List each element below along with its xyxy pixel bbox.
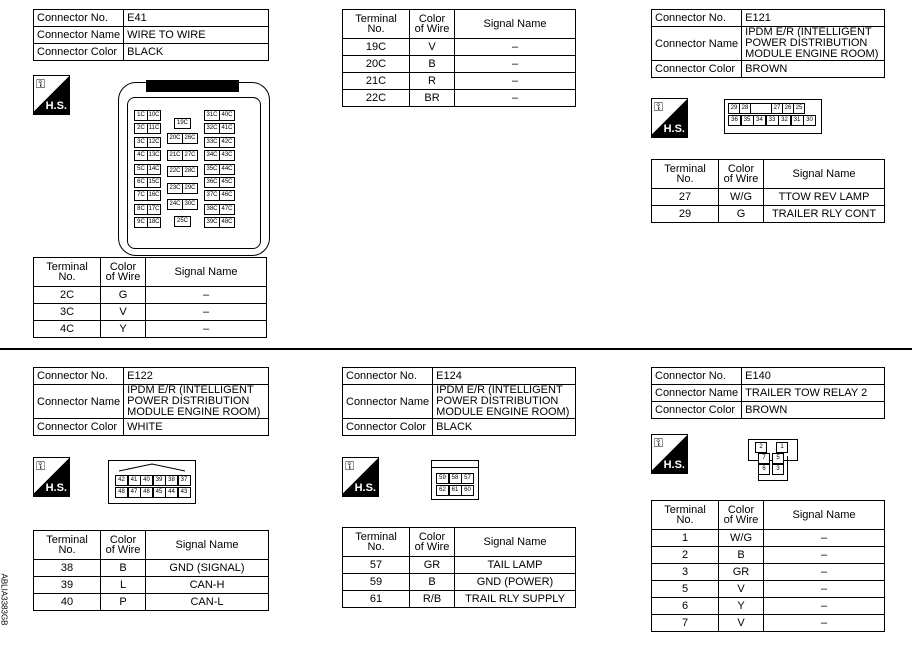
signal-name-cell: TTOW REV LAMP <box>764 189 885 206</box>
wire-color-cell: BR <box>410 90 455 107</box>
wire-color-cell: B <box>410 574 455 591</box>
e41-connector-diagram <box>118 82 270 256</box>
terminal-no-cell: 2 <box>652 547 719 564</box>
wire-color-cell: B <box>719 547 764 564</box>
wire-color-cell: W/G <box>719 530 764 547</box>
table-row <box>652 581 885 598</box>
connector-pin: 19C <box>174 118 191 129</box>
table-row <box>652 206 885 223</box>
e124-color: BLACK <box>433 419 576 436</box>
e122-name: IPDM E/R (INTELLIGENT POWER DISTRIBUTION MODULE ENGINE ROOM) <box>124 385 269 419</box>
signal-name-cell: – <box>455 73 576 90</box>
signal-name-cell: – <box>146 321 267 338</box>
connector-pin <box>750 103 772 114</box>
connector-pin: 46C <box>219 190 235 201</box>
label-connector-color: Connector Color <box>652 402 742 419</box>
e121-name: IPDM E/R (INTELLIGENT POWER DISTRIBUTION MODULE ENGINE ROOM) <box>742 27 885 61</box>
wire-color-cell: R/B <box>410 591 455 608</box>
terminal-no-cell: 59 <box>343 574 410 591</box>
header-signal-name: Signal Name <box>764 160 885 189</box>
label-connector-no: Connector No. <box>652 10 742 27</box>
table-row <box>652 547 885 564</box>
e122-terminal-table <box>33 530 269 611</box>
e122-no: E122 <box>124 368 269 385</box>
connector-pin: 40 <box>140 475 153 486</box>
e121-color: BROWN <box>742 61 885 78</box>
connector-pin: 15C <box>147 177 161 188</box>
signal-name-cell: – <box>764 598 885 615</box>
connector-pin: 57 <box>461 473 474 484</box>
e41-connector-info <box>33 9 269 61</box>
signal-name-cell: TRAIL RLY SUPPLY <box>455 591 576 608</box>
terminal-no-cell: 29 <box>652 206 719 223</box>
connector-pin: 28 <box>739 103 751 114</box>
connector-pin: 29C <box>182 183 198 194</box>
connector-pin: 3C <box>134 137 148 148</box>
harness-side-icon: ⚿ H.S. <box>651 434 688 474</box>
connector-pin: 26C <box>182 133 198 144</box>
e121-connector-info <box>651 9 885 78</box>
connector-pin: 9C <box>134 217 148 228</box>
connector-pin: 25 <box>793 103 805 114</box>
e140-connector-diagram <box>748 436 798 482</box>
wire-color-cell: L <box>101 577 146 594</box>
terminal-no-cell: 20C <box>343 56 410 73</box>
e140-connector-info <box>651 367 885 419</box>
signal-name-cell: GND (SIGNAL) <box>146 560 269 577</box>
connector-pin: 20C <box>167 133 183 144</box>
terminal-no-cell: 38 <box>34 560 101 577</box>
connector-pin: 21C <box>167 150 183 161</box>
connector-pin: 48C <box>219 217 235 228</box>
wire-color-cell: R <box>410 73 455 90</box>
wire-color-cell: B <box>410 56 455 73</box>
label-connector-color: Connector Color <box>34 419 124 436</box>
e122-hood <box>109 461 195 473</box>
connector-pin: 31 <box>791 115 804 126</box>
label-connector-name: Connector Name <box>343 385 433 419</box>
connector-pin: 11C <box>147 123 161 134</box>
header-wire-color: Color of Wire <box>101 258 146 287</box>
header-signal-name: Signal Name <box>764 501 885 530</box>
signal-name-cell: – <box>455 56 576 73</box>
label-connector-no: Connector No. <box>343 368 433 385</box>
wire-color-cell: Y <box>101 321 146 338</box>
e122-connector-info <box>33 367 269 436</box>
connector-pin: 62 <box>436 485 449 496</box>
connector-pin: 22C <box>167 166 183 177</box>
connector-pin: 32 <box>778 115 791 126</box>
connector-pin: 33C <box>204 137 220 148</box>
connector-pin: 8C <box>134 204 148 215</box>
connector-pin: 45C <box>219 177 235 188</box>
table-row <box>343 591 576 608</box>
terminal-no-cell: 57 <box>343 557 410 574</box>
wire-color-cell: V <box>101 304 146 321</box>
harness-side-icon: ⚿ H.S. <box>33 457 70 497</box>
connector-pin: 39 <box>153 475 166 486</box>
header-signal-name: Signal Name <box>146 531 269 560</box>
e121-no: E121 <box>742 10 885 27</box>
signal-name-cell: – <box>764 564 885 581</box>
table-row <box>343 574 576 591</box>
connector-pin: 45 <box>153 487 166 498</box>
e124-name: IPDM E/R (INTELLIGENT POWER DISTRIBUTION MODULE ENGINE ROOM) <box>433 385 576 419</box>
connector-pin: 32C <box>204 123 220 134</box>
signal-name-cell: – <box>455 39 576 56</box>
connector-pin: 35 <box>741 115 754 126</box>
terminal-no-cell: 61 <box>343 591 410 608</box>
e122-color: WHITE <box>124 419 269 436</box>
terminal-no-cell: 2C <box>34 287 101 304</box>
connector-pin: 39C <box>204 217 220 228</box>
connector-pin: 26 <box>782 103 794 114</box>
connector-pin: 5 <box>772 453 784 464</box>
wire-color-cell: V <box>719 615 764 632</box>
table-row <box>652 189 885 206</box>
connector-pin: 2 <box>755 442 767 453</box>
connector-pin: 18C <box>147 217 161 228</box>
terminal-no-cell: 21C <box>343 73 410 90</box>
connector-pin: 60 <box>461 485 474 496</box>
table-row <box>34 560 269 577</box>
label-connector-no: Connector No. <box>34 368 124 385</box>
connector-pin: 37C <box>204 190 220 201</box>
label-connector-color: Connector Color <box>652 61 742 78</box>
connector-pin: 27 <box>771 103 783 114</box>
signal-name-cell: – <box>764 547 885 564</box>
header-wire-color: Color of Wire <box>719 160 764 189</box>
connector-pin: 1C <box>134 110 148 121</box>
label-connector-no: Connector No. <box>652 368 742 385</box>
label-connector-color: Connector Color <box>343 419 433 436</box>
connector-pin: 35C <box>204 164 220 175</box>
signal-name-cell: TAIL LAMP <box>455 557 576 574</box>
connector-pin: 30C <box>182 199 198 210</box>
e41-color: BLACK <box>124 44 269 61</box>
connector-pin: 47C <box>219 204 235 215</box>
connector-pin: 6 <box>758 464 770 475</box>
terminal-no-cell: 27 <box>652 189 719 206</box>
connector-pin: 12C <box>147 137 161 148</box>
table-row <box>34 304 267 321</box>
e124-connector-diagram <box>431 460 479 500</box>
connector-pin: 7 <box>758 453 770 464</box>
wire-color-cell: P <box>101 594 146 611</box>
terminal-no-cell: 4C <box>34 321 101 338</box>
e41-name: WIRE TO WIRE <box>124 27 269 44</box>
e124-terminal-table <box>342 527 576 608</box>
wire-color-cell: G <box>101 287 146 304</box>
connector-pin: 16C <box>147 190 161 201</box>
signal-name-cell: – <box>455 90 576 107</box>
wire-color-cell: GR <box>719 564 764 581</box>
connector-pin: 46 <box>140 487 153 498</box>
terminal-no-cell: 22C <box>343 90 410 107</box>
header-wire-color: Color of Wire <box>410 528 455 557</box>
header-terminal-no: Terminal No. <box>34 531 101 560</box>
connector-pin: 47 <box>128 487 141 498</box>
header-terminal-no: Terminal No. <box>652 160 719 189</box>
label-connector-color: Connector Color <box>34 44 124 61</box>
e121-connector-diagram <box>724 99 822 134</box>
connector-pin: 41C <box>219 123 235 134</box>
connector-pin: 30 <box>803 115 816 126</box>
terminal-no-cell: 6 <box>652 598 719 615</box>
connector-pin: 34 <box>753 115 766 126</box>
header-signal-name: Signal Name <box>455 528 576 557</box>
signal-name-cell: CAN-L <box>146 594 269 611</box>
connector-pin: 2C <box>134 123 148 134</box>
table-row <box>652 598 885 615</box>
signal-name-cell: TRAILER RLY CONT <box>764 206 885 223</box>
label-connector-name: Connector Name <box>34 27 124 44</box>
harness-side-icon: ⚿ H.S. <box>33 75 70 115</box>
e140-no: E140 <box>742 368 885 385</box>
wire-color-cell: V <box>410 39 455 56</box>
header-wire-color: Color of Wire <box>719 501 764 530</box>
table-row <box>34 321 267 338</box>
signal-name-cell: – <box>764 530 885 547</box>
e41-terminal-table-b <box>342 9 576 107</box>
connector-pin: 25C <box>174 216 191 227</box>
connector-pin: 36C <box>204 177 220 188</box>
table-row <box>343 90 576 107</box>
wire-color-cell: W/G <box>719 189 764 206</box>
connector-pin: 28C <box>182 166 198 177</box>
harness-side-icon: ⚿ H.S. <box>342 457 379 497</box>
label-connector-name: Connector Name <box>652 27 742 61</box>
table-row <box>34 287 267 304</box>
header-signal-name: Signal Name <box>455 10 576 39</box>
header-wire-color: Color of Wire <box>101 531 146 560</box>
connector-pin: 59 <box>436 473 449 484</box>
e122-connector-diagram <box>108 460 196 504</box>
e41-terminal-table-a <box>33 257 267 338</box>
label-connector-name: Connector Name <box>652 385 742 402</box>
table-row <box>343 56 576 73</box>
connector-pin: 42C <box>219 137 235 148</box>
signal-name-cell: – <box>146 304 267 321</box>
connector-pin: 34C <box>204 150 220 161</box>
connector-pin: 13C <box>147 150 161 161</box>
connector-pin: 44 <box>165 487 178 498</box>
connector-pin: 38C <box>204 204 220 215</box>
e124-connector-info <box>342 367 576 436</box>
connector-pin: 23C <box>167 183 183 194</box>
signal-name-cell: – <box>764 581 885 598</box>
connector-pin: 42 <box>115 475 128 486</box>
e140-color: BROWN <box>742 402 885 419</box>
e121-terminal-table <box>651 159 885 223</box>
header-signal-name: Signal Name <box>146 258 267 287</box>
wire-color-cell: V <box>719 581 764 598</box>
connector-pin: 48 <box>115 487 128 498</box>
table-row <box>34 594 269 611</box>
label-connector-name: Connector Name <box>34 385 124 419</box>
table-row <box>343 39 576 56</box>
table-row <box>34 577 269 594</box>
table-row <box>652 530 885 547</box>
figure-code: ABLIA3383GB <box>0 573 9 626</box>
label-connector-no: Connector No. <box>34 10 124 27</box>
connector-pin: 5C <box>134 164 148 175</box>
connector-pin: 38 <box>165 475 178 486</box>
header-wire-color: Color of Wire <box>410 10 455 39</box>
wire-color-cell: G <box>719 206 764 223</box>
terminal-no-cell: 40 <box>34 594 101 611</box>
header-terminal-no: Terminal No. <box>343 528 410 557</box>
connector-pin: 31C <box>204 110 220 121</box>
header-terminal-no: Terminal No. <box>34 258 101 287</box>
connector-pin: 24C <box>167 199 183 210</box>
section-divider <box>0 348 912 350</box>
harness-side-icon: ⚿ H.S. <box>651 98 688 138</box>
connector-pin: 3 <box>772 464 784 475</box>
terminal-no-cell: 39 <box>34 577 101 594</box>
connector-pin: 4C <box>134 150 148 161</box>
connector-pin: 44C <box>219 164 235 175</box>
terminal-no-cell: 7 <box>652 615 719 632</box>
e124-no: E124 <box>433 368 576 385</box>
connector-pin: 17C <box>147 204 161 215</box>
table-row <box>652 564 885 581</box>
connector-pin: 41 <box>128 475 141 486</box>
e140-name: TRAILER TOW RELAY 2 <box>742 385 885 402</box>
connector-pin: 37 <box>178 475 191 486</box>
signal-name-cell: CAN-H <box>146 577 269 594</box>
e140-terminal-table <box>651 500 885 632</box>
connector-pin: 36 <box>728 115 741 126</box>
wire-color-cell: GR <box>410 557 455 574</box>
connector-pin: 58 <box>449 473 462 484</box>
wire-color-cell: Y <box>719 598 764 615</box>
connector-pin: 14C <box>147 164 161 175</box>
signal-name-cell: GND (POWER) <box>455 574 576 591</box>
table-row <box>343 73 576 90</box>
e41-latch <box>146 80 239 92</box>
e41-no: E41 <box>124 10 269 27</box>
connector-pin: 40C <box>219 110 235 121</box>
terminal-no-cell: 1 <box>652 530 719 547</box>
connector-pin: 10C <box>147 110 161 121</box>
terminal-no-cell: 3 <box>652 564 719 581</box>
table-row <box>343 557 576 574</box>
terminal-no-cell: 5 <box>652 581 719 598</box>
signal-name-cell: – <box>146 287 267 304</box>
wire-color-cell: B <box>101 560 146 577</box>
terminal-no-cell: 3C <box>34 304 101 321</box>
connector-pin: 27C <box>182 150 198 161</box>
connector-pin: 29 <box>728 103 740 114</box>
signal-name-cell: – <box>764 615 885 632</box>
connector-pin: 1 <box>776 442 788 453</box>
header-terminal-no: Terminal No. <box>343 10 410 39</box>
connector-pin: 61 <box>449 485 462 496</box>
connector-pin: 6C <box>134 177 148 188</box>
connector-pin: 7C <box>134 190 148 201</box>
connector-pin: 43 <box>178 487 191 498</box>
connector-pin: 33 <box>766 115 779 126</box>
connector-pin: 43C <box>219 150 235 161</box>
hs-label: H.S. <box>45 100 67 112</box>
header-terminal-no: Terminal No. <box>652 501 719 530</box>
terminal-no-cell: 19C <box>343 39 410 56</box>
table-row <box>652 615 885 632</box>
